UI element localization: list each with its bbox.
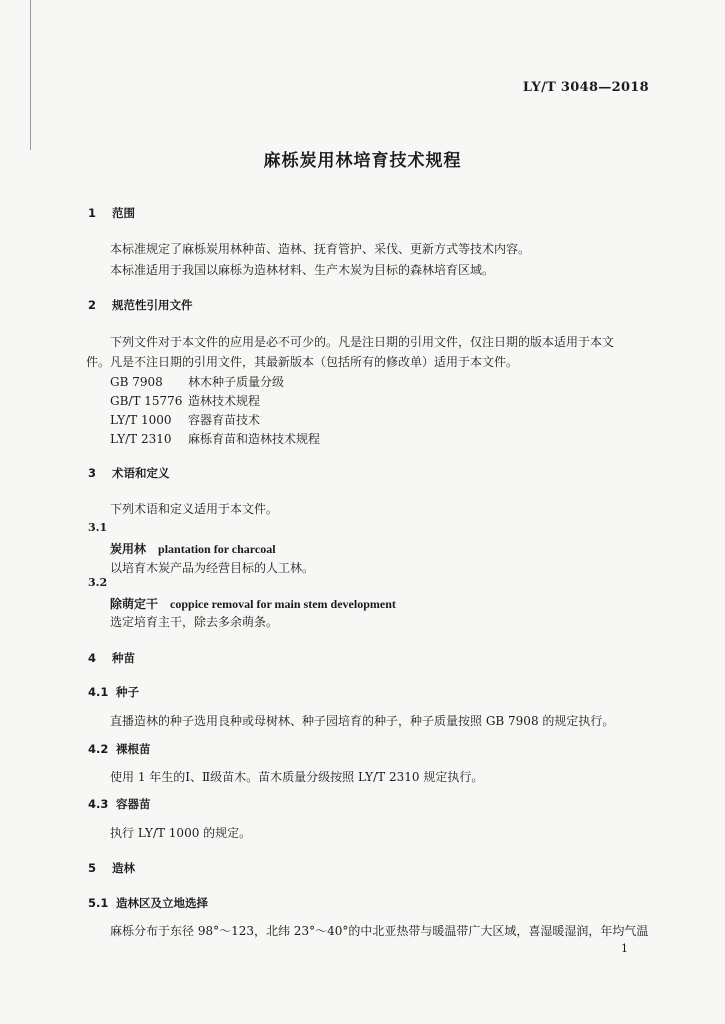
reference-code: GB/T 15776 — [110, 394, 183, 408]
term-number: 3.2 — [88, 576, 108, 589]
term-en: plantation for charcoal — [158, 542, 276, 556]
term-definition: 以培育木炭产品为经营目标的人工林。 — [110, 561, 315, 575]
paragraph: 本标准规定了麻栎炭用林种苗、造林、抚育管护、采伐、更新方式等技术内容。 — [110, 242, 531, 256]
paragraph: 下列术语和定义适用于本文件。 — [110, 502, 279, 516]
standard-code: LY/T 3048—2018 — [522, 80, 649, 95]
subsection-number: 4.3 — [88, 797, 109, 811]
term-zh: 炭用林 — [110, 542, 147, 556]
section-title: 种苗 — [112, 651, 135, 665]
term-heading — [110, 595, 396, 612]
page-title: 麻栎炭用林培育技术规程 — [263, 151, 462, 171]
section-title: 规范性引用文件 — [112, 298, 193, 312]
section-3-heading — [88, 465, 170, 481]
section-2-heading — [88, 297, 193, 313]
reference-name: 容器育苗技术 — [188, 413, 261, 427]
subsection-5-1-heading — [88, 895, 208, 911]
section-title: 术语和定义 — [112, 466, 170, 480]
paragraph: 下列文件对于本文件的应用是必不可少的。凡是注日期的引用文件，仅注日期的版本适用于本文 — [110, 335, 615, 349]
paragraph: 麻栎分布于东径 98°～123，北纬 23°～40°的中北亚热带与暖温带广大区域，喜湿暖湿润，年均气温 — [110, 924, 649, 938]
subsection-4-3-heading — [88, 796, 151, 812]
term-number: 3.1 — [88, 521, 108, 534]
section-4-heading — [88, 650, 135, 666]
subsection-number: 5.1 — [88, 896, 109, 910]
reference-name: 林木种子质量分级 — [188, 375, 285, 389]
section-number: 2 — [88, 298, 97, 312]
section-number: 5 — [88, 861, 97, 875]
scan-margin-line — [30, 0, 31, 150]
subsection-4-2-heading — [88, 741, 151, 757]
section-number: 3 — [88, 466, 97, 480]
section-5-heading — [88, 860, 135, 876]
subsection-title: 容器苗 — [116, 797, 151, 811]
subsection-title: 裸根苗 — [116, 742, 151, 756]
reference-code: GB 7908 — [110, 375, 163, 389]
section-number: 1 — [88, 206, 97, 220]
section-title: 造林 — [112, 861, 135, 875]
term-heading — [110, 540, 276, 557]
reference-name: 麻栎育苗和造林技术规程 — [188, 432, 321, 446]
reference-item — [110, 411, 260, 428]
term-en: coppice removal for main stem development — [170, 597, 396, 611]
reference-name: 造林技术规程 — [188, 394, 261, 408]
paragraph-continued: 件。凡是不注日期的引用文件，其最新版本（包括所有的修改单）适用于本文件。 — [86, 355, 519, 369]
reference-code: LY/T 1000 — [110, 413, 172, 427]
reference-item — [110, 392, 260, 409]
paragraph: 本标准适用于我国以麻栎为造林材料、生产木炭为目标的森林培育区域。 — [110, 263, 495, 277]
term-zh: 除萌定干 — [110, 597, 159, 611]
reference-code: LY/T 2310 — [110, 432, 172, 446]
subsection-4-1-heading — [88, 684, 139, 700]
term-definition: 选定培育主干，除去多余萌条。 — [110, 615, 279, 629]
section-number: 4 — [88, 651, 97, 665]
paragraph: 使用 1 年生的Ⅰ、Ⅱ级苗木。苗木质量分级按照 LY/T 2310 规定执行。 — [110, 770, 484, 784]
reference-item — [110, 430, 320, 447]
section-1-heading — [88, 205, 135, 221]
reference-item — [110, 373, 284, 390]
subsection-title: 种子 — [116, 685, 139, 699]
page-number: 1 — [621, 942, 628, 955]
section-title: 范围 — [112, 206, 135, 220]
paragraph: 直播造林的种子选用良种或母树林、种子园培育的种子，种子质量按照 GB 7908 的规定执行。 — [110, 714, 615, 728]
subsection-number: 4.1 — [88, 685, 109, 699]
subsection-title: 造林区及立地选择 — [116, 896, 208, 910]
paragraph: 执行 LY/T 1000 的规定。 — [110, 826, 252, 840]
subsection-number: 4.2 — [88, 742, 109, 756]
